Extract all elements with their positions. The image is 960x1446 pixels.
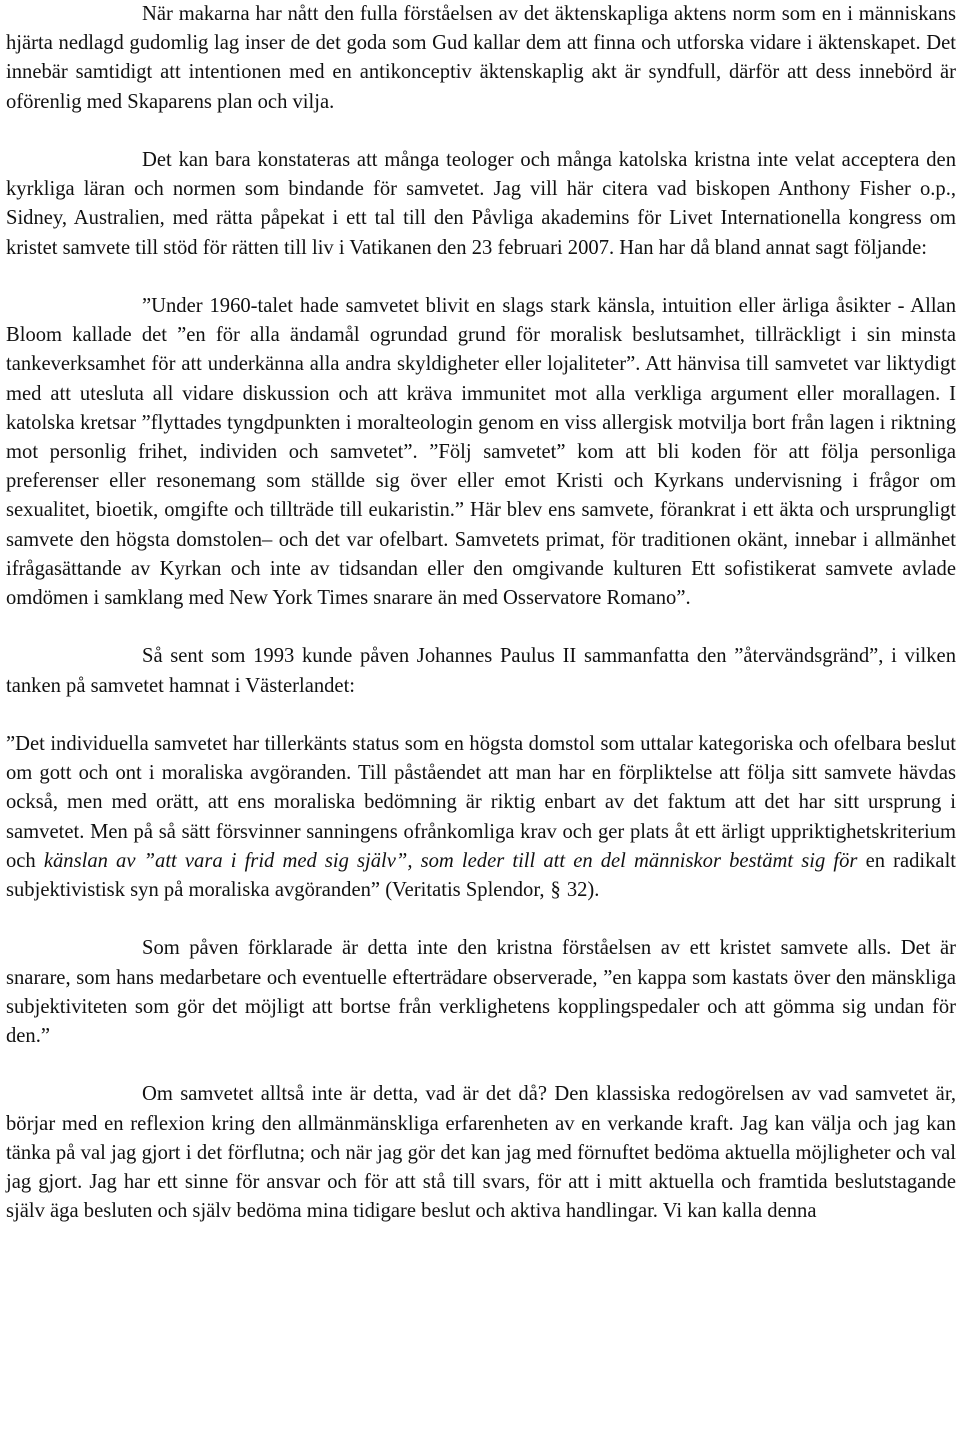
section-symbol: §	[550, 879, 561, 902]
paragraph-pope-explained: Som påven förklarade är detta inte den kristna förståelsen av ett kristet samvete alls. Det är snarare, som hans medarbetare och eventuelle efterträdare observerade, ”en kappa som kastats över den mänskliga subjektiviteten som gör det möjligt att bortse från verklighetens kopplingspedaler och att gömma sig undan för den.”	[6, 937, 956, 1048]
paragraph-gap	[6, 701, 956, 730]
paragraph-gap	[6, 263, 956, 292]
quote-text: ”Det individuella samvetet har tillerkänts status som en högsta domstol som uttalar kategoriska och ofelbara beslut om gott och ont i moraliska avgöranden. Till påståendet att man har en förpliktelse att följa sitt samvete hävdas också, men med orätt, att ens moraliska bedömning är riktig enbart av det faktum att det har sitt ursprung i samvetet. Men på så sätt försvinner sanningens ofrånkomliga krav och ger plats åt ett ärligt uppriktighetskriterium och	[6, 733, 956, 872]
document-page	[6, 0, 956, 1226]
quote-italic-text: känslan av ”att vara i frid med sig själv”, som leder till att en del människor bestämt sig för	[43, 849, 858, 872]
paragraph-gap	[6, 1051, 956, 1080]
quote-text-end: en radikalt subjektivistisk syn på moraliska avgöranden” (Veritatis Splendor,	[6, 849, 957, 902]
paragraph-marital-norm: När makarna har nått den fulla förståelsen av det äktenskapliga aktens norm som en i människans hjärta nedlagd gudomlig lag inser de det goda som Gud kallar dem att finna och utforska vidare i äktenskapet. Det innebär samtidigt att intentionen med en antikonceptiv äktenskaplig akt är syndfull, därför att dess innebörd är oförenlig med Skaparens plan och vilja.	[6, 3, 956, 113]
paragraph-fisher-quote: ”Under 1960-talet hade samvetet blivit en slags stark känsla, intuition eller ärliga åsikter - Allan Bloom kallade det ”en för alla ändamål ogrundad grund för moralisk beslutsamhet, tillräckligt i sin minsta tankeverksamhet för att underkänna alla andra skyldigheter eller lojaliteter”. Att hänvisa till samvetet var liktydigt med att utesluta all vidare diskussion och att kräva immunitet mot alla verkliga argument eller morallagen. I katolska kretsar ”flyttades tyngdpunkten i moralteologin genom en viss allergisk motvilja bort från lagen i riktning mot personlig frihet, individen och samvetet”. ”Följ samvetet” kom att bli koden för att följa personliga preferenser eller resonemang som ställde sig över eller emot Kristi och Kyrkans undervisning i frågor om sexualitet, bioetik, omgifte och tillträde till eukaristin.” Här blev ens samvete, förankrat i ett äkta och ursprungligt samvete den högsta domstolen– och det var ofelbart. Samvetets primat, för traditionen okänt, innebar i allmänhet ifrågasättande av Kyrkan och inte av tidsandan eller den omgivande kulturen Ett sofistikerat samvete avlade omdömen i samklang med New York Times snarare än med Osservatore Romano”.	[6, 295, 956, 610]
paragraph-gap	[6, 613, 956, 642]
paragraph-veritatis-quote	[6, 730, 956, 905]
quote-citation-number: 32).	[566, 879, 600, 902]
paragraph-gap	[6, 905, 956, 934]
paragraph-john-paul: Så sent som 1993 kunde påven Johannes Paulus II sammanfatta den ”återvändsgränd”, i vilken tanken på samvetet hamnat i Västerlandet:	[6, 645, 956, 697]
paragraph-what-is-conscience: Om samvetet alltså inte är detta, vad är det då? Den klassiska redogörelsen av vad samvetet är, börjar med en reflexion kring den allmänmänskliga erfarenheten av en verkande kraft. Jag kan välja och jag kan tänka på val jag gjort i det förflutna; och när jag gör det kan jag med förnuftet bedöma aktuella möjligheter och val jag gjort. Jag har ett sinne för ansvar och för att stå till svars, för att i mitt aktuella och framtida beslutstagande själv äga besluten och själv bedöma mina tidigare beslut och aktiva handlingar. Vi kan kalla denna	[6, 1083, 956, 1223]
paragraph-bishop-fisher: Det kan bara konstateras att många teologer och många katolska kristna inte velat acceptera den kyrkliga läran och normen som bindande för samvetet. Jag vill här citera vad biskopen Anthony Fisher o.p., Sidney, Australien, med rätta påpekat i ett tal till den Påvliga akademins för Livet Internationella kongress om kristet samvete till stöd för rätten till liv i Vatikanen den 23 februari 2007. Han har då bland annat sagt följande:	[6, 149, 956, 259]
paragraph-gap	[6, 117, 956, 146]
